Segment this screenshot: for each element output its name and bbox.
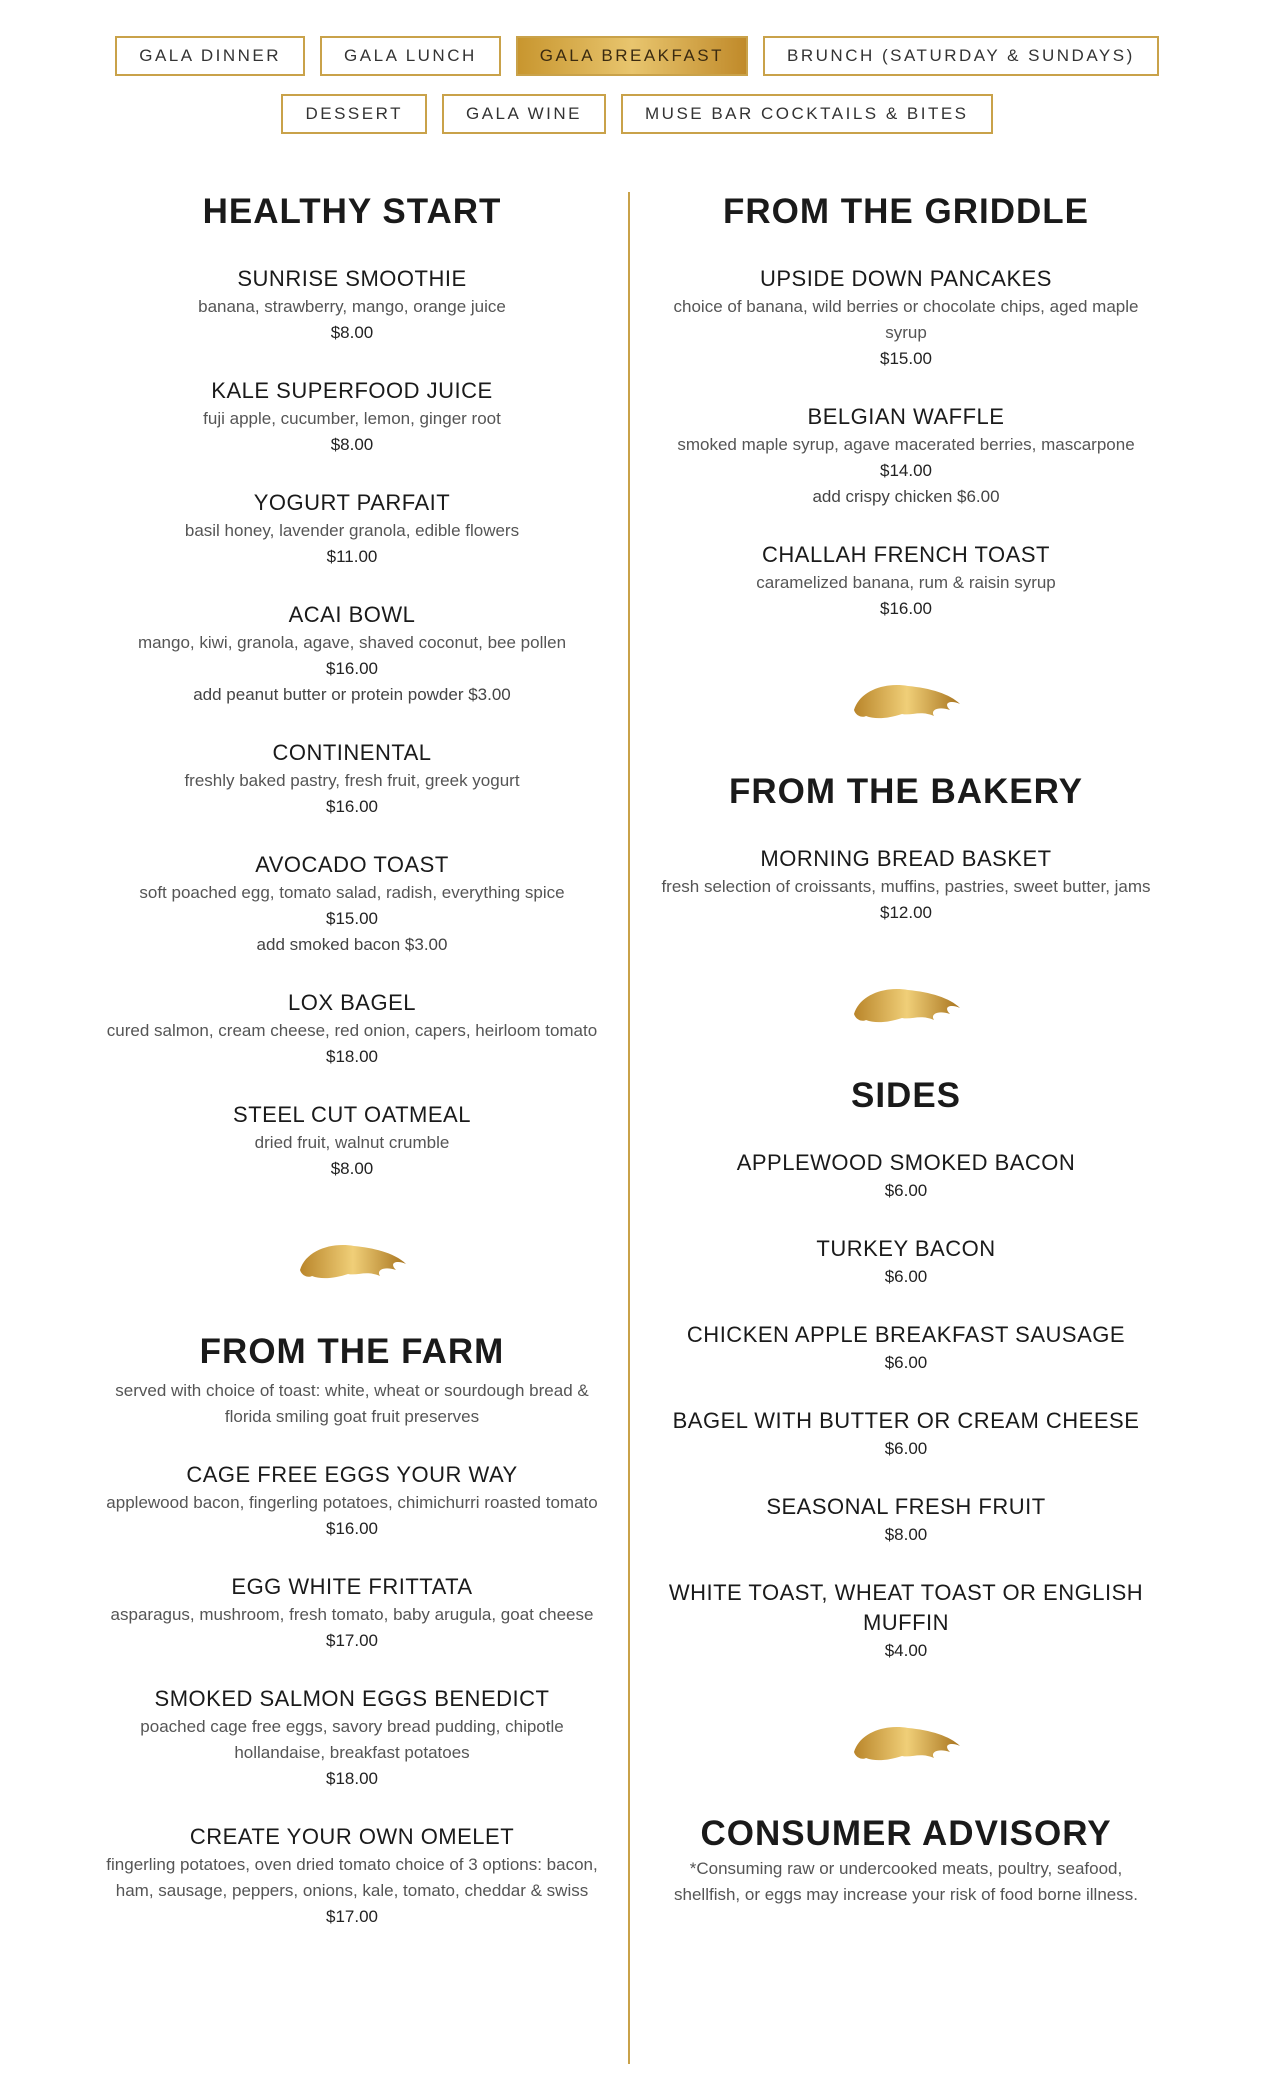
- item-name: LOX BAGEL: [287, 990, 416, 1015]
- item-name: CAGE FREE EGGS YOUR WAY: [186, 1462, 518, 1487]
- item-description: dried fruit, walnut crumble: [254, 1133, 450, 1152]
- menu-item: [656, 1578, 1156, 1664]
- left-column: [102, 190, 602, 1930]
- item-description: asparagus, mushroom, fresh tomato, baby arugula, goat cheese: [110, 1605, 594, 1624]
- section-healthy-start: [102, 190, 602, 1182]
- menu-item: [656, 264, 1156, 372]
- item-name: STEEL CUT OATMEAL: [233, 1102, 471, 1127]
- menu-item: [102, 1572, 602, 1654]
- section-title: CONSUMER ADVISORY: [700, 1814, 1112, 1853]
- item-description: caramelized banana, rum & raisin syrup: [756, 573, 1056, 592]
- tab-gala-lunch[interactable]: GALA LUNCH: [320, 36, 501, 76]
- tab-gala-dinner[interactable]: GALA DINNER: [115, 36, 305, 76]
- item-name: WHITE TOAST, WHEAT TOAST OR ENGLISH MUFFIN: [668, 1580, 1144, 1635]
- section-title: FROM THE BAKERY: [729, 772, 1083, 811]
- item-description: fresh selection of croissants, muffins, pastries, sweet butter, jams: [661, 877, 1151, 896]
- section-title: FROM THE GRIDDLE: [723, 192, 1089, 231]
- menu-item: [102, 1460, 602, 1542]
- item-add-on: add peanut butter or protein powder $3.00: [193, 685, 511, 704]
- menu-item: [656, 1234, 1156, 1290]
- menu-item: [102, 264, 602, 346]
- item-description: basil honey, lavender granola, edible flowers: [184, 521, 520, 540]
- item-description: applewood bacon, fingerling potatoes, chimichurri roasted tomato: [106, 1493, 598, 1512]
- item-description: banana, strawberry, mango, orange juice: [198, 297, 506, 316]
- item-price: $17.00: [326, 1907, 378, 1926]
- menu-item: [102, 376, 602, 458]
- tab-brunch[interactable]: BRUNCH (SATURDAY & SUNDAYS): [763, 36, 1159, 76]
- tab-row-1: [0, 36, 1274, 76]
- section-from-the-farm: [102, 1330, 602, 1930]
- item-name: CREATE YOUR OWN OMELET: [189, 1824, 515, 1849]
- item-name: BAGEL WITH BUTTER OR CREAM CHEESE: [672, 1408, 1140, 1433]
- item-name: TURKEY BACON: [816, 1236, 996, 1261]
- item-price: $4.00: [884, 1641, 928, 1660]
- tab-row-2: [0, 94, 1274, 134]
- menu-item: [656, 402, 1156, 510]
- item-add-on: add crispy chicken $6.00: [812, 487, 1000, 506]
- item-price: $6.00: [884, 1353, 928, 1372]
- item-price: $12.00: [880, 903, 932, 922]
- menu-item: [102, 1684, 602, 1792]
- item-name: CHALLAH FRENCH TOAST: [762, 542, 1050, 567]
- item-price: $8.00: [330, 323, 374, 342]
- item-price: $16.00: [326, 659, 378, 678]
- item-name: EGG WHITE FRITTATA: [231, 1574, 473, 1599]
- item-price: $18.00: [326, 1769, 378, 1788]
- gold-brush-icon: [292, 1230, 412, 1290]
- item-price: $8.00: [330, 435, 374, 454]
- gold-brush-icon: [846, 670, 966, 730]
- item-description: choice of banana, wild berries or chocolate chips, aged maple syrup: [673, 297, 1139, 342]
- menu-item: [102, 1100, 602, 1182]
- menu-item: [102, 738, 602, 820]
- gold-brush-icon: [846, 974, 966, 1034]
- menu-item: [656, 1320, 1156, 1376]
- item-price: $6.00: [884, 1181, 928, 1200]
- menu-tabs: [0, 36, 1274, 152]
- section-title: FROM THE FARM: [199, 1332, 505, 1371]
- section-sides: [656, 1074, 1156, 1664]
- item-price: $15.00: [326, 909, 378, 928]
- item-price: $15.00: [880, 349, 932, 368]
- item-price: $16.00: [880, 599, 932, 618]
- item-name: CHICKEN APPLE BREAKFAST SAUSAGE: [686, 1322, 1126, 1347]
- advisory-text: *Consuming raw or undercooked meats, poultry, seafood, shellfish, or eggs may increase your risk of food borne illness.: [674, 1859, 1138, 1904]
- item-price: $6.00: [884, 1267, 928, 1286]
- section-title: HEALTHY START: [202, 192, 502, 231]
- item-description: fingerling potatoes, oven dried tomato choice of 3 options: bacon, ham, sausage, peppers, onions, kale, tomato, cheddar & swiss: [106, 1855, 598, 1900]
- item-description: soft poached egg, tomato salad, radish, everything spice: [139, 883, 565, 902]
- item-price: $8.00: [330, 1159, 374, 1178]
- menu-item: [656, 540, 1156, 622]
- item-description: poached cage free eggs, savory bread pudding, chipotle hollandaise, breakfast potatoes: [140, 1717, 564, 1762]
- right-column: [656, 190, 1156, 1908]
- item-name: SEASONAL FRESH FRUIT: [766, 1494, 1046, 1519]
- section-consumer-advisory: [656, 1812, 1156, 1908]
- item-add-on: add smoked bacon $3.00: [256, 935, 448, 954]
- item-name: BELGIAN WAFFLE: [807, 404, 1005, 429]
- item-name: AVOCADO TOAST: [255, 852, 449, 877]
- menu-item: [656, 844, 1156, 926]
- section-note: served with choice of toast: white, wheat or sourdough bread & florida smiling goat fruit preserves: [115, 1381, 589, 1426]
- item-price: $11.00: [326, 547, 378, 566]
- item-price: $8.00: [884, 1525, 928, 1544]
- menu-item: [102, 600, 602, 708]
- tab-muse-bar[interactable]: MUSE BAR COCKTAILS & BITES: [621, 94, 993, 134]
- menu-item: [102, 488, 602, 570]
- item-name: SMOKED SALMON EGGS BENEDICT: [154, 1686, 550, 1711]
- item-price: $16.00: [326, 797, 378, 816]
- item-name: YOGURT PARFAIT: [253, 490, 451, 515]
- item-description: mango, kiwi, granola, agave, shaved coconut, bee pollen: [137, 633, 567, 652]
- section-title: SIDES: [850, 1076, 962, 1115]
- item-name: UPSIDE DOWN PANCAKES: [760, 266, 1052, 291]
- menu-item: [102, 988, 602, 1070]
- menu-item: [102, 1822, 602, 1930]
- gold-brush-icon: [846, 1712, 966, 1772]
- tab-dessert[interactable]: DESSERT: [281, 94, 427, 134]
- column-divider: [628, 192, 630, 2064]
- tab-gala-breakfast[interactable]: GALA BREAKFAST: [516, 36, 748, 76]
- menu-item: [102, 850, 602, 958]
- item-name: CONTINENTAL: [272, 740, 432, 765]
- item-name: SUNRISE SMOOTHIE: [237, 266, 467, 291]
- tab-gala-wine[interactable]: GALA WINE: [442, 94, 606, 134]
- menu-item: [656, 1148, 1156, 1204]
- item-description: freshly baked pastry, fresh fruit, greek yogurt: [184, 771, 520, 790]
- item-description: cured salmon, cream cheese, red onion, capers, heirloom tomato: [106, 1021, 598, 1040]
- item-price: $6.00: [884, 1439, 928, 1458]
- menu-item: [656, 1492, 1156, 1548]
- item-description: fuji apple, cucumber, lemon, ginger root: [203, 409, 501, 428]
- item-description: smoked maple syrup, agave macerated berries, mascarpone: [677, 435, 1135, 454]
- item-name: KALE SUPERFOOD JUICE: [211, 378, 493, 403]
- item-price: $17.00: [326, 1631, 378, 1650]
- item-price: $16.00: [326, 1519, 378, 1538]
- item-price: $18.00: [326, 1047, 378, 1066]
- section-from-the-bakery: [656, 770, 1156, 926]
- menu-item: [656, 1406, 1156, 1462]
- item-name: APPLEWOOD SMOKED BACON: [736, 1150, 1076, 1175]
- item-name: MORNING BREAD BASKET: [760, 846, 1052, 871]
- item-name: ACAI BOWL: [288, 602, 416, 627]
- section-from-the-griddle: [656, 190, 1156, 622]
- item-price: $14.00: [880, 461, 932, 480]
